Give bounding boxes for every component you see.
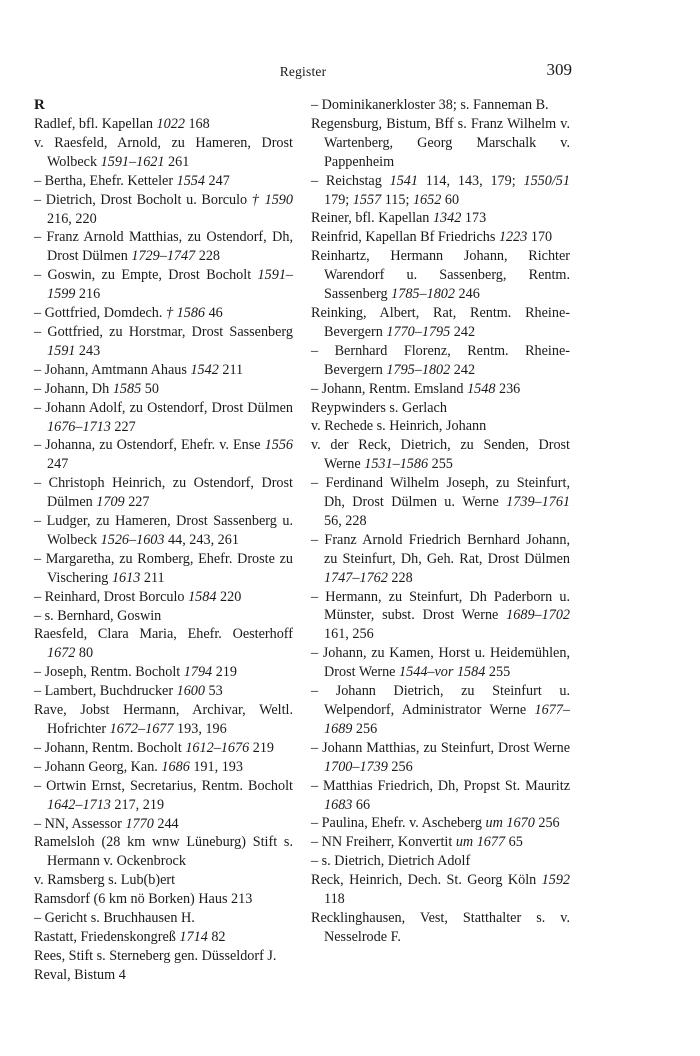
index-entry: Reck, Heinrich, Dech. St. Georg Köln 1592 118 <box>311 872 570 908</box>
index-entry: Reval, Bistum 4 <box>34 966 126 983</box>
index-entry: v. Raesfeld, Arnold, zu Hameren, Drost Wolbeck 1591–1621 261 <box>34 134 293 170</box>
index-entry: – Ortwin Ernst, Secretarius, Rentm. Bocholt 1642–1713 217, 219 <box>34 777 293 813</box>
right-entries <box>311 96 570 947</box>
index-entry: v. Rechede s. Heinrich, Johann <box>311 418 487 435</box>
index-entry: – Reinhard, Drost Borculo 1584 220 <box>34 588 242 605</box>
index-entry: – s. Dietrich, Dietrich Adolf <box>311 853 471 870</box>
index-entry: – Franz Arnold Matthias, zu Ostendorf, Dh, Drost Dülmen 1729–1747 228 <box>34 229 293 265</box>
index-entry: – Johann Matthias, zu Steinfurt, Drost Werne 1700–1739 256 <box>311 739 570 775</box>
index-entry: – Johann Dietrich, zu Steinfurt u. Welpendorf, Administrator Werne 1677–1689 256 <box>311 683 570 737</box>
index-entry: Reypwinders s. Gerlach <box>311 399 447 416</box>
index-entry: Rastatt, Friedenskongreß 1714 82 <box>34 928 226 945</box>
index-entry: Raesfeld, Clara Maria, Ehefr. Oesterhoff 1672 80 <box>34 626 293 662</box>
index-entry: – Dietrich, Drost Bocholt u. Borculo † 1590 216, 220 <box>34 191 293 227</box>
index-entry: – Gottfried, zu Horstmar, Drost Sassenberg 1591 243 <box>34 323 293 359</box>
index-entry: – Johann, Rentm. Emsland 1548 236 <box>311 380 521 397</box>
index-entry: Reinking, Albert, Rat, Rentm. Rheine-Bevergern 1770–1795 242 <box>311 304 570 340</box>
page-number: 309 <box>546 60 572 79</box>
index-entry: – Dominikanerkloster 38; s. Fanneman B. <box>311 97 549 113</box>
index-entry: Rees, Stift s. Sterneberg gen. Düsseldorf J. <box>34 947 277 964</box>
index-entry: – Johann, Rentm. Bocholt 1612–1676 219 <box>34 739 274 756</box>
index-entry: Reinhartz, Hermann Johann, Richter Warendorf u. Sassenberg, Rentm. Sassenberg 1785–1802 246 <box>311 248 570 303</box>
index-entry: – Matthias Friedrich, Dh, Propst St. Mauritz 1683 66 <box>311 777 570 813</box>
index-entry: – Johann, Dh 1585 50 <box>34 380 159 397</box>
index-entry: – Gottfried, Domdech. † 1586 46 <box>34 305 223 322</box>
index-entry: v. der Reck, Dietrich, zu Senden, Drost Werne 1531–1586 255 <box>311 437 570 473</box>
index-entry: – s. Bernhard, Goswin <box>34 607 162 624</box>
index-entry: – Gericht s. Bruchhausen H. <box>34 910 195 927</box>
section-letter: R <box>34 97 45 113</box>
index-entry: – Margaretha, zu Romberg, Ehefr. Droste zu Vischering 1613 211 <box>34 550 293 586</box>
index-entry: – Christoph Heinrich, zu Ostendorf, Drost Dülmen 1709 227 <box>34 475 293 511</box>
index-entry: – Hermann, zu Steinfurt, Dh Paderborn u. Münster, subst. Drost Werne 1689–1702 161, 256 <box>311 588 570 643</box>
index-entry: Rave, Jobst Hermann, Archivar, Weltl. Hofrichter 1672–1677 193, 196 <box>34 702 293 737</box>
index-entry: – Bertha, Ehefr. Ketteler 1554 247 <box>34 172 230 189</box>
index-entry: Reiner, bfl. Kapellan 1342 173 <box>311 210 487 227</box>
index-entry: – Joseph, Rentm. Bocholt 1794 219 <box>34 664 237 681</box>
index-entry: – Johann, Amtmann Ahaus 1542 211 <box>34 361 244 378</box>
index-entry: Reinfrid, Kapellan Bf Friedrichs 1223 170 <box>311 229 553 246</box>
running-title: Register <box>279 64 327 79</box>
index-entry: Radlef, bfl. Kapellan 1022 168 <box>34 116 210 132</box>
index-entry: – Franz Arnold Friedrich Bernhard Johann, zu Steinfurt, Dh, Geh. Rat, Drost Dülmen 1747–1762 228 <box>311 531 570 586</box>
index-entry: – NN Freiherr, Konvertit um 1677 65 <box>311 834 523 851</box>
page-header <box>34 60 572 84</box>
index-entry: – Johann Georg, Kan. 1686 191, 193 <box>34 758 243 775</box>
index-entry: Regensburg, Bistum, Bff s. Franz Wilhelm v. Wartenberg, Georg Marschalk v. Pappenheim <box>311 115 570 170</box>
index-entry: Recklinghausen, Vest, Statthalter s. v. Nesselrode F. <box>311 909 570 945</box>
index-entry: – Bernhard Florenz, Rentm. Rheine-Bevergern 1795–1802 242 <box>311 342 570 378</box>
index-entry: – Johann Adolf, zu Ostendorf, Drost Dülmen 1676–1713 227 <box>34 399 293 435</box>
index-entry: v. Ramsberg s. Lub(b)ert <box>34 872 176 889</box>
left-column <box>34 96 293 985</box>
index-entry: – Reichstag 1541 114, 143, 179; 1550/51 179; 1557 115; 1652 60 <box>311 172 570 208</box>
left-entries <box>34 115 293 985</box>
right-column <box>311 96 570 947</box>
index-entry: – Ferdinand Wilhelm Joseph, zu Steinfurt, Dh, Drost Dülmen u. Werne 1739–1761 56, 228 <box>311 475 570 529</box>
index-entry: – Paulina, Ehefr. v. Ascheberg um 1670 256 <box>311 815 560 832</box>
index-entry: – NN, Assessor 1770 244 <box>34 815 179 832</box>
index-entry: – Ludger, zu Hameren, Drost Sassenberg u. Wolbeck 1526–1603 44, 243, 261 <box>34 513 293 548</box>
index-entry: – Johann, zu Kamen, Horst u. Heidemühlen, Drost Werne 1544–vor 1584 255 <box>311 645 570 681</box>
index-entry: Ramsdorf (6 km nö Borken) Haus 213 <box>34 891 253 908</box>
index-entry: Ramelsloh (28 km wnw Lüneburg) Stift s. Hermann v. Ockenbrock <box>34 834 293 870</box>
index-entry: – Goswin, zu Empte, Drost Bocholt 1591–1599 216 <box>34 267 293 303</box>
index-entry: – Johanna, zu Ostendorf, Ehefr. v. Ense 1556 247 <box>34 437 293 473</box>
index-entry: – Lambert, Buchdrucker 1600 53 <box>34 683 223 700</box>
